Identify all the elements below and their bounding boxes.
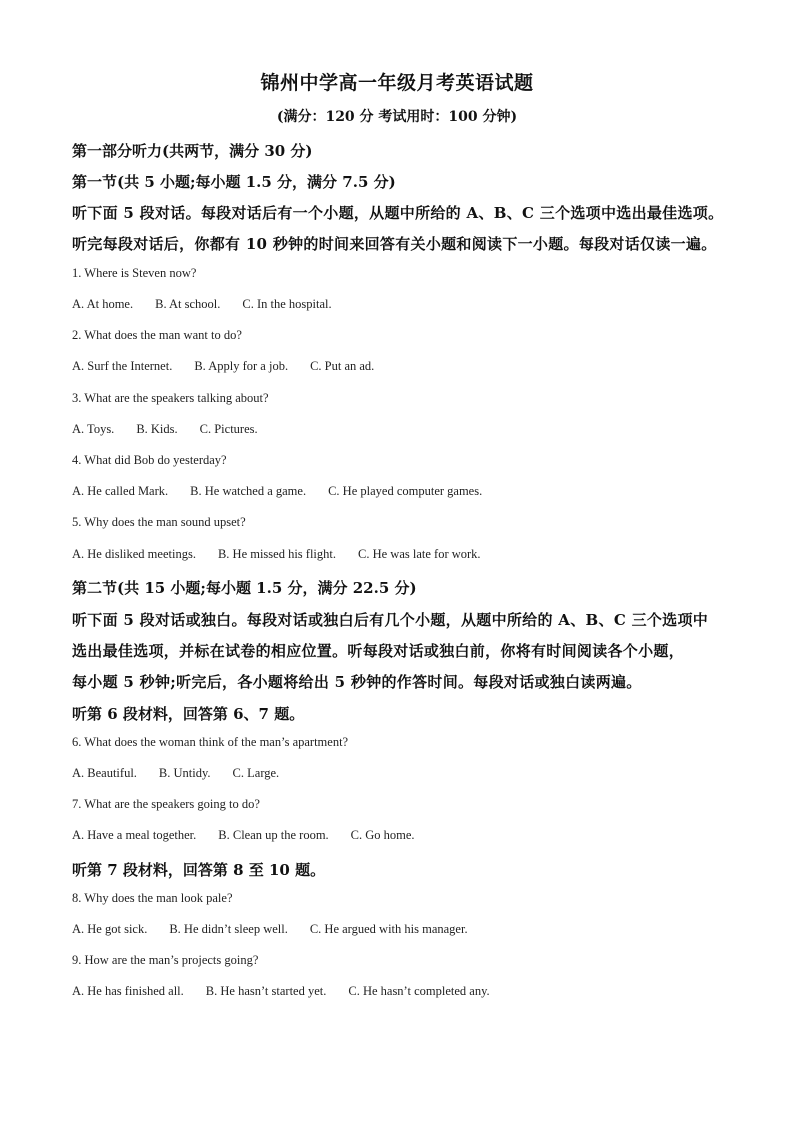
question-1: 1. Where is Steven now? bbox=[72, 266, 197, 280]
section2-instruction-3: 每小题 5 秒钟;听完后，各小题将给出 5 秒钟的作答时间。每段对话或独白读两遍。 bbox=[72, 673, 642, 691]
option-a: A. Surf the Internet. bbox=[72, 359, 173, 373]
question-8: 8. Why does the man look pale? bbox=[72, 891, 233, 905]
option-a: A. He disliked meetings. bbox=[72, 547, 196, 561]
question-2-options bbox=[72, 359, 396, 374]
section1-instruction-1: 听下面 5 段对话。每段对话后有一个小题，从题中所给的 A、B、C 三个选项中选出最佳选项。 bbox=[72, 204, 724, 222]
option-a: A. Have a meal together. bbox=[72, 828, 197, 842]
option-a: A. He has finished all. bbox=[72, 984, 184, 998]
question-9-options bbox=[72, 984, 512, 999]
question-7: 7. What are the speakers going to do? bbox=[72, 797, 260, 811]
question-9: 9. How are the man’s projects going? bbox=[72, 953, 259, 967]
exam-subtitle: (满分：120 分 考试用时：100 分钟) bbox=[276, 109, 518, 125]
option-c: C. He argued with his manager. bbox=[309, 922, 468, 936]
question-4-options bbox=[72, 484, 504, 499]
question-3-options bbox=[72, 422, 280, 437]
question-6: 6. What does the woman think of the man’s apartment? bbox=[72, 735, 349, 749]
option-c: C. He hasn’t completed any. bbox=[348, 984, 490, 998]
option-b: B. He hasn’t started yet. bbox=[205, 984, 327, 998]
option-a: A. Toys. bbox=[72, 422, 115, 436]
option-b: B. Untidy. bbox=[158, 766, 211, 780]
option-c: C. Go home. bbox=[350, 828, 415, 842]
option-c: C. He played computer games. bbox=[328, 484, 483, 498]
question-3: 3. What are the speakers talking about? bbox=[72, 391, 269, 405]
option-c: C. Put an ad. bbox=[310, 359, 375, 373]
option-b: B. Apply for a job. bbox=[194, 359, 289, 373]
option-a: A. He got sick. bbox=[72, 922, 148, 936]
option-a: A. He called Mark. bbox=[72, 484, 169, 498]
option-c: C. Pictures. bbox=[199, 422, 258, 436]
option-b: B. He didn’t sleep well. bbox=[169, 922, 288, 936]
option-b: B. Clean up the room. bbox=[218, 828, 329, 842]
section2-instruction-2: 选出最佳选项，并标在试卷的相应位置。听每段对话或独白前，你将有时间阅读各个小题， bbox=[72, 642, 685, 660]
question-5: 5. Why does the man sound upset? bbox=[72, 515, 246, 529]
option-c: C. In the hospital. bbox=[242, 297, 332, 311]
material6-heading: 听第 6 段材料，回答第 6、7 题。 bbox=[72, 705, 305, 723]
question-7-options bbox=[72, 828, 437, 843]
question-6-options bbox=[72, 766, 301, 781]
page-title: 锦州中学高一年级月考英语试题 bbox=[260, 72, 534, 94]
option-a: A. Beautiful. bbox=[72, 766, 137, 780]
question-1-options bbox=[72, 297, 354, 312]
question-8-options bbox=[72, 922, 490, 937]
section2-instruction-1: 听下面 5 段对话或独白。每段对话或独白后有几个小题，从题中所给的 A、B、C 三个选项中 bbox=[72, 611, 709, 629]
option-b: B. Kids. bbox=[136, 422, 178, 436]
part1-heading: 第一部分听力(共两节，满分 30 分) bbox=[72, 142, 313, 160]
option-b: B. He missed his flight. bbox=[217, 547, 337, 561]
question-5-options bbox=[72, 547, 503, 562]
option-c: C. He was late for work. bbox=[358, 547, 481, 561]
section2-heading: 第二节(共 15 小题;每小题 1.5 分，满分 22.5 分) bbox=[72, 579, 417, 597]
material7-heading: 听第 7 段材料，回答第 8 至 10 题。 bbox=[72, 861, 326, 879]
question-4: 4. What did Bob do yesterday? bbox=[72, 453, 227, 467]
option-b: B. He watched a game. bbox=[190, 484, 307, 498]
question-2: 2. What does the man want to do? bbox=[72, 328, 242, 342]
option-c: C. Large. bbox=[232, 766, 280, 780]
option-a: A. At home. bbox=[72, 297, 134, 311]
option-b: B. At school. bbox=[155, 297, 221, 311]
section1-heading: 第一节(共 5 小题;每小题 1.5 分，满分 7.5 分) bbox=[72, 173, 396, 191]
section1-instruction-2: 听完每段对话后，你都有 10 秒钟的时间来回答有关小题和阅读下一小题。每段对话仅读一遍。 bbox=[72, 235, 717, 253]
